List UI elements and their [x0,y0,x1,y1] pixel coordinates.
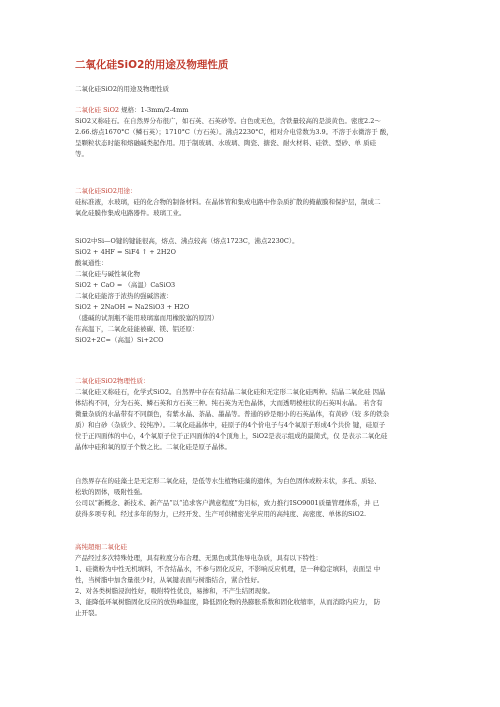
paragraph-line: 二氧化硅又称硅石，化学式SiO2。自然界中存在有结晶二氧化硅和无定形二氧化硅两种。结晶二氧化硅 因晶 [75,388,386,396]
section-heading: 二氧化硅SiO2物理性质： [75,377,150,385]
section-heading: 高纯超细二氧化硅 [75,543,127,551]
paragraph-line: 体结构不同，分为石英、鳞石英和方石英三种。纯石英为无色晶体，大而透明棱柱状的石英叫水晶。 若含有 [75,399,383,407]
paragraph-line: 二氧化硅能溶于浓热的强碱溶液： [75,292,173,300]
paragraph-line: 在高温下，二氧化硅能被碳、镁、铝还原： [75,325,199,333]
paragraph-line: 硅标准液，水玻璃，硅的化合物的制备材料。在晶体管和集成电路中作杂质扩散的掩蔽膜和保护层，制成二 [75,198,381,206]
paragraph-line: 性，当树脂中加含量很少时，从氧键表面与树脂结合，紧合性好。 [75,576,264,584]
paragraph-line: 酸氧通性： [75,259,108,267]
section-sio2-intro [75,105,427,160]
paragraph-line: 2.66.熔点1670°C（鳞石英）；1710°C（方石英）。沸点2230°C，相对介电常数为3.9。不溶于水微溶于 酸， [75,128,393,136]
subtitle: 二氧化硅SiO2的用途及物理性质 [75,85,169,93]
page-title: 二氧化硅SiO2的用途及物理性质 [75,59,229,71]
paragraph-line: （盛碱的试剂瓶不能用玻璃塞而用橡胶塞的原因） [75,314,218,322]
section-physical-properties [75,376,427,453]
spec-text: 规格：1-3mm/2-4mm [119,106,189,114]
paragraph-line: 呈颗粒状态时能和熔融碱类起作用。用于制玻璃、水玻璃、陶瓷、搪瓷、耐火材料、硅铁、型砂、单 质硅 [75,139,377,147]
paragraph-line: 自然界存在的硅藻土是无定形二氧化硅，是低等水生植物硅藻的遗体，为白色固体或粉末状，多孔、质轻、 [75,477,381,485]
paragraph-line: 2、对各类树脂浸润性好，吸附特性优良，易掺和，不产生结团现象。 [75,587,275,595]
paragraph-line: SiO2又称硅石。在自然界分布很广，如石英、石英砂等。白色或无色，含铁量较高的是淡黄色。密度2.2～ [75,117,381,125]
section-chemistry [75,236,427,346]
section-high-purity [75,542,427,619]
paragraph-line: 3、能降低环氧树脂固化反应的放热峰温度，降低固化物的热膨胀系数和固化收缩率，从而消除内应力， 防 [75,598,381,606]
paragraph-line: 松软的固体，吸附性强。 [75,488,147,496]
paragraph-line: 晶体中硅和氧的原子个数之比。二氧化硅是原子晶体。 [75,443,231,451]
section-heading: 二氧化硅SiO2用途： [75,187,137,195]
paragraph-line: 质）和白砂（杂质少、较纯净）。二氧化硅晶体中，硅原子的4个价电子与4个氧原子形成4个共价 键，硅原子 [75,421,386,429]
paragraph-line: 止开裂。 [75,609,101,617]
paragraph-line: 获得多项专利。经过多年的努力，已经开发、生产可供精密光学应用的高纯度、高密度、单体的SiO2. [75,510,367,518]
paragraph-line: SiO2 + 2NaOH = Na2SiO3 + H2O [75,303,190,311]
section-uses [75,186,427,219]
section-heading-line [75,105,427,116]
section-diatomite-company [75,476,427,520]
paragraph-line: 位于正四面体的中心，4个氧原子位于正四面体的4个顶角上，SiO2是表示组成的最简式，仅 是表示二氧化硅 [75,432,388,440]
paragraph-line: 1、硅微粉为中性无机填料，不含结晶水，不参与固化反应，不影响反应机理，是一种稳定填料，表面呈 中 [75,565,381,573]
paragraph-line: SiO2中Si—O键的键能很高，熔点、沸点较高（熔点1723C，沸点2230C）。 [75,237,299,245]
section-heading: 二氧化硅 SiO2 [75,106,120,114]
paragraph-line: 等。 [75,150,88,158]
paragraph-line: 公司以“新概念、新技术、新产品”以“追求客户满意程度”为目标，致力推行ISO9001质量管理体系，并 已 [75,499,380,507]
paragraph-line: 微量杂质的水晶带有不同颜色，有紫水晶、茶晶、墨晶等。普通的砂是细小的石英晶体，有黄砂（较 多的铁杂 [75,410,390,418]
paragraph-line: 产品经过多次特殊处理，具有粒度分布合理、无黑色或其他导电杂质，具有以下特性： [75,554,322,562]
paragraph-line: 二氧化硅与碱性氧化物 [75,270,140,278]
paragraph-line: 氧化硅膜作集成电路器件。玻璃工业。 [75,209,186,217]
paragraph-line: SiO2 + CaO = （高温）CaSiO3 [75,281,176,289]
paragraph-line: SiO2 + 4HF = SiF4 ↑ + 2H2O [75,248,177,256]
paragraph-line: SiO2+2C=（高温）Si+2CO [75,336,164,344]
